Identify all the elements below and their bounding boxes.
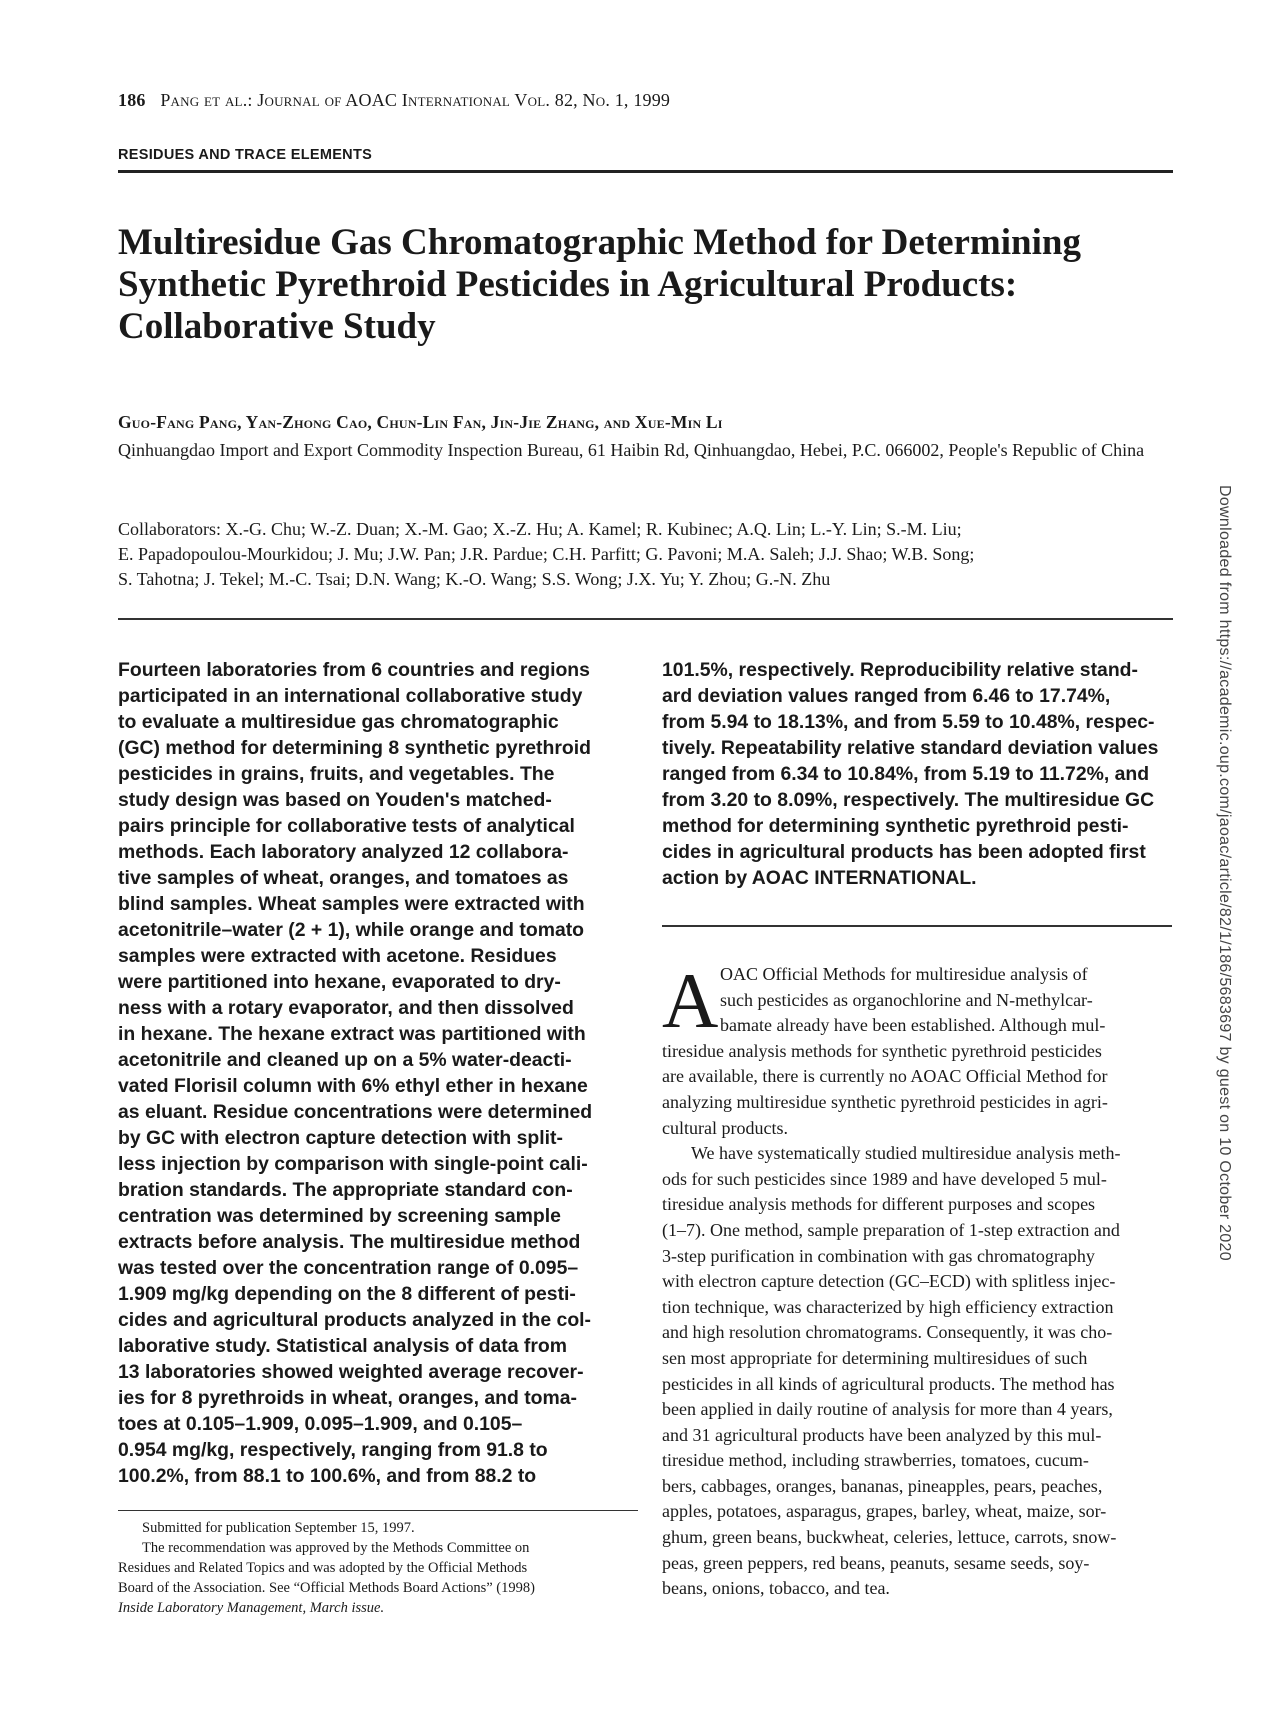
body-line: been applied in daily routine of analysis for more than 4 years, <box>662 1399 1113 1420</box>
abstract-rule <box>662 925 1172 927</box>
abstract-line: study design was based on Youden's matched- <box>118 789 552 811</box>
abstract-line: 101.5%, respectively. Reproducibility relative stand- <box>662 659 1138 681</box>
abstract-line: 1.909 mg/kg depending on the 8 different of pesti- <box>118 1283 576 1305</box>
journal-citation: Pang et al.: Journal of AOAC International Vol. 82, No. 1, 1999 <box>160 90 671 110</box>
abstract-line: tive samples of wheat, oranges, and tomatoes as <box>118 867 569 889</box>
abstract-line: acetonitrile and cleaned up on a 5% water-deacti- <box>118 1049 572 1071</box>
abstract-line: 0.954 mg/kg, respectively, ranging from 91.8 to <box>118 1439 548 1461</box>
abstract-line: acetonitrile–water (2 + 1), while orange and tomato <box>118 919 585 941</box>
footnote-submitted: Submitted for publication September 15, 1997. <box>142 1520 415 1536</box>
body-line: tiresidue analysis methods for synthetic pyrethroid pesticides <box>662 1040 1102 1061</box>
body-line: bamate already have been established. Although mul- <box>720 1015 1106 1036</box>
paragraph-methods <box>662 1141 1172 1602</box>
affiliation: Qinhuangdao Import and Export Commodity Inspection Bureau, 61 Haibin Rd, Qinhuangdao, Hebei, P.C. 066002, People's Republic of China <box>118 440 1145 460</box>
abstract-line: by GC with electron capture detection with split- <box>118 1127 563 1149</box>
body-line: analyzing multiresidue synthetic pyrethroid pesticides in agri- <box>662 1091 1108 1112</box>
abstract-line: as eluant. Residue concentrations were determined <box>118 1101 593 1123</box>
body-line: sen most appropriate for determining multiresidues of such <box>662 1347 1088 1368</box>
article-title <box>118 222 1178 348</box>
body-line: 3-step purification in combination with gas chromatography <box>662 1245 1095 1266</box>
body-line: tiresidue analysis methods for different purposes and scopes <box>662 1194 1096 1215</box>
abstract-line: ranged from 6.34 to 10.84%, from 5.19 to 11.72%, and <box>662 763 1150 785</box>
abstract-line: in hexane. The hexane extract was partitioned with <box>118 1023 586 1045</box>
body-line: bers, cabbages, oranges, bananas, pineapples, pears, peaches, <box>662 1475 1103 1496</box>
abstract-left-column <box>118 657 638 1489</box>
collaborators-line: Collaborators: X.-G. Chu; W.-Z. Duan; X.-M. Gao; X.-Z. Hu; A. Kamel; R. Kubinec; A.Q. Lin; L.-Y. Lin; S.-M. Liu; <box>118 519 962 539</box>
abstract-line: cides and agricultural products analyzed in the col- <box>118 1309 592 1331</box>
abstract-line: action by AOAC INTERNATIONAL. <box>662 867 977 889</box>
abstract-line: centration was determined by screening sample <box>118 1205 561 1227</box>
abstract-line: vated Florisil column with 6% ethyl ether in hexane <box>118 1075 588 1097</box>
collaborators <box>118 517 1178 592</box>
abstract-line: pairs principle for collaborative tests of analytical <box>118 815 575 837</box>
running-head <box>118 90 670 111</box>
body-line: and 31 agricultural products have been analyzed by this mul- <box>662 1424 1102 1445</box>
abstract-line: (GC) method for determining 8 synthetic pyrethroid <box>118 737 591 759</box>
abstract-line: samples were extracted with acetone. Residues <box>118 945 557 967</box>
abstract-line: from 5.94 to 18.13%, and from 5.59 to 10.48%, respec- <box>662 711 1155 733</box>
abstract-line: less injection by comparison with single-point cali- <box>118 1153 588 1175</box>
abstract-line: cides in agricultural products has been adopted first <box>662 841 1146 863</box>
abstract-right-column <box>662 657 1172 891</box>
abstract-line: 100.2%, from 88.1 to 100.6%, and from 88.2 to <box>118 1465 537 1487</box>
body-line: cultural products. <box>662 1117 788 1138</box>
footnote-line: Board of the Association. See “Official Methods Board Actions” (1998) <box>118 1580 535 1596</box>
abstract-line: ies for 8 pyrethroids in wheat, oranges, and toma- <box>118 1387 578 1409</box>
body-line: tiresidue method, including strawberries, tomatoes, cucum- <box>662 1450 1089 1471</box>
collaborators-line: E. Papadopoulou-Mourkidou; J. Mu; J.W. Pan; J.R. Pardue; C.H. Parfitt; G. Pavoni; M.A. Saleh; J.J. Shao; W.B. Song; <box>118 544 975 564</box>
abstract-line: 13 laboratories showed weighted average recover- <box>118 1361 584 1383</box>
body-text <box>662 957 1172 1602</box>
body-line: ghum, green beans, buckwheat, celeries, lettuce, carrots, snow- <box>662 1527 1117 1548</box>
author-list: Guo-Fang Pang, Yan-Zhong Cao, Chun-Lin Fan, Jin-Jie Zhang, and Xue-Min Li <box>118 412 723 432</box>
header-rule <box>118 618 1173 620</box>
abstract-line: pesticides in grains, fruits, and vegetables. The <box>118 763 555 785</box>
body-line: and high resolution chromatograms. Consequently, it was cho- <box>662 1322 1113 1343</box>
paragraph-intro <box>662 1039 1172 1141</box>
abstract-line: toes at 0.105–1.909, 0.095–1.909, and 0.105– <box>118 1413 523 1435</box>
body-line: (1–7). One method, sample preparation of 1-step extraction and <box>662 1219 1120 1240</box>
collaborators-line: S. Tahotna; J. Tekel; M.-C. Tsai; D.N. Wang; K.-O. Wang; S.S. Wong; J.X. Yu; Y. Zhou; G.-N. Zhu <box>118 569 831 589</box>
abstract-line: blind samples. Wheat samples were extracted with <box>118 893 585 915</box>
abstract-line: laborative study. Statistical analysis of data from <box>118 1335 567 1357</box>
body-line: tion technique, was characterized by high efficiency extraction <box>662 1296 1114 1317</box>
section-label: RESIDUES AND TRACE ELEMENTS <box>118 147 373 163</box>
abstract-line: from 3.20 to 8.09%, respectively. The multiresidue GC <box>662 789 1155 811</box>
footnotes <box>118 1518 638 1618</box>
abstract-line: method for determining synthetic pyrethroid pesti- <box>662 815 1129 837</box>
page-number: 186 <box>118 90 146 110</box>
title-line: Collaborative Study <box>118 306 436 347</box>
drop-cap: A <box>662 957 719 1044</box>
footnote-line: Inside Laboratory Management, March issue. <box>118 1600 385 1616</box>
abstract-line: was tested over the concentration range of 0.095– <box>118 1257 579 1279</box>
paragraph-intro-dropcap <box>662 957 1172 1044</box>
body-line: peas, green peppers, red beans, peanuts, sesame seeds, soy- <box>662 1552 1090 1573</box>
body-line: apples, potatoes, asparagus, grapes, barley, wheat, maize, sor- <box>662 1501 1107 1522</box>
abstract-line: Fourteen laboratories from 6 countries and regions <box>118 659 590 681</box>
abstract-line: tively. Repeatability relative standard deviation values <box>662 737 1159 759</box>
abstract-line: participated in an international collaborative study <box>118 685 583 707</box>
abstract-line: methods. Each laboratory analyzed 12 collabora- <box>118 841 569 863</box>
abstract-line: to evaluate a multiresidue gas chromatographic <box>118 711 559 733</box>
body-line: such pesticides as organochlorine and N-methylcar- <box>720 989 1093 1010</box>
body-line: beans, onions, tobacco, and tea. <box>662 1578 890 1599</box>
download-watermark: Downloaded from https://academic.oup.com/jaoac/article/82/1/186/5683697 by guest on 10 October 2020 <box>1216 485 1233 1261</box>
title-line: Multiresidue Gas Chromatographic Method for Determining <box>118 222 1081 263</box>
title-line: Synthetic Pyrethroid Pesticides in Agricultural Products: <box>118 264 1018 305</box>
footnote-rule <box>118 1510 638 1511</box>
abstract-line: bration standards. The appropriate standard con- <box>118 1179 573 1201</box>
body-line: with electron capture detection (GC–ECD) with splitless injec- <box>662 1271 1116 1292</box>
abstract-line: were partitioned into hexane, evaporated to dry- <box>118 971 561 993</box>
body-line: OAC Official Methods for multiresidue analysis of <box>720 964 1088 984</box>
footnote-line: Residues and Related Topics and was adopted by the Official Methods <box>118 1560 528 1576</box>
body-line: ods for such pesticides since 1989 and have developed 5 mul- <box>662 1168 1107 1189</box>
abstract-line: ness with a rotary evaporator, and then dissolved <box>118 997 574 1019</box>
body-line: are available, there is currently no AOAC Official Method for <box>662 1066 1108 1087</box>
body-line: We have systematically studied multiresidue analysis meth- <box>691 1143 1121 1164</box>
footnote-line: The recommendation was approved by the Methods Committee on <box>142 1540 530 1556</box>
abstract-line: ard deviation values ranged from 6.46 to 17.74%, <box>662 685 1111 707</box>
abstract-line: extracts before analysis. The multiresidue method <box>118 1231 581 1253</box>
body-line: pesticides in all kinds of agricultural products. The method has <box>662 1373 1115 1394</box>
section-rule <box>118 170 1173 173</box>
